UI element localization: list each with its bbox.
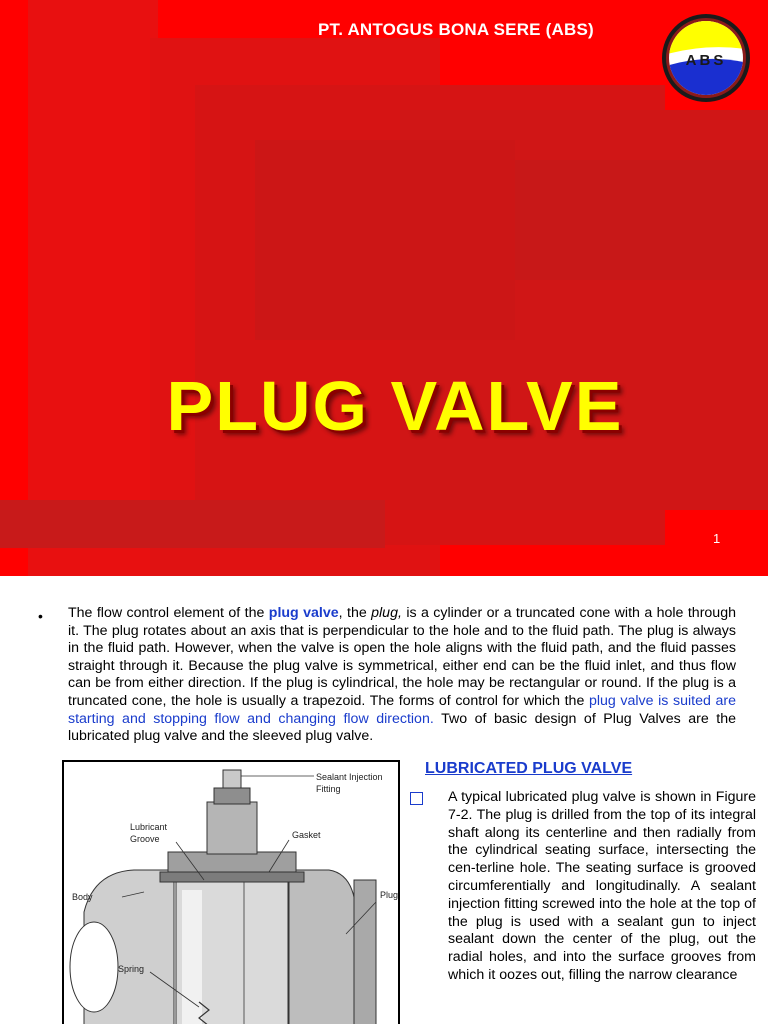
gasket	[160, 872, 304, 882]
flange	[354, 880, 376, 1024]
bg-block	[500, 160, 768, 280]
label-spring: Spring	[118, 964, 145, 974]
stem	[207, 802, 257, 854]
company-name: PT. ANTOGUS BONA SERE (ABS)	[318, 20, 594, 39]
para-text: is a cylinder or a truncated cone with a hole through it. The plug rotates about an axis that is perpendicular to the hole and to the fluid path. The plug is always in the fluid path. However, when the valve is open the hole aligns with the fluid path, and the fluid passes straight through it. Because the plug valve is symmetrical, either end can be the fluid inlet, and thus flow can be from either direction. If the plug is cylindrical, the hole may be rectangular or round. If the plug is a truncated cone, the hole is usually a trapezoid. The forms of control for which the	[68, 605, 736, 709]
bg-block	[0, 500, 385, 548]
slide-title: PLUG VALVE	[166, 367, 624, 445]
label-body: Body	[72, 892, 93, 902]
bg-block	[255, 140, 515, 340]
company-logo	[660, 12, 752, 104]
label-plug: Plug	[380, 890, 398, 900]
label-groove: Groove	[130, 834, 160, 844]
highlight-text: plug valve is suited are starting and stopping flow and changing flow direction.	[68, 692, 736, 727]
page-number: 1	[713, 531, 721, 546]
label-fitting: Fitting	[316, 784, 341, 794]
para-text: , the	[338, 605, 372, 621]
logo-text: ABS	[685, 52, 727, 69]
sealant-fitting	[223, 770, 241, 788]
bullet-marker: •	[38, 608, 43, 624]
content-slide	[0, 576, 768, 1024]
highlight-term: plug valve	[268, 605, 339, 621]
para-text: The flow control element of the	[68, 605, 269, 621]
port-opening	[70, 922, 118, 1012]
valve-diagram	[64, 762, 398, 1024]
section-heading: LUBRICATED PLUG VALVE	[425, 760, 633, 777]
checkbox-bullet-icon	[410, 792, 423, 805]
valve-figure	[62, 760, 400, 1024]
label-lubricant: Lubricant	[130, 822, 168, 832]
cover	[168, 852, 296, 874]
para-text: Two of basic design of Plug Valves are the lubricated plug valve and the sleeved plug valve.	[68, 710, 737, 745]
body-paragraph: A typical lubricated plug valve is shown in Figure 7-2. The plug is drilled from the top of its integral shaft along its centerline and then radially from the cylindrical seating surface, intersecting the cen-terline hole. The seating surface is grooved circumferentially and longitudinally. A sealant injection fitting screwed into the hole at the top of the plug is used with a sealant gun to inject sealant down the center of the plug, out the radial holes, and into the surface grooves from which it oozes out, filling the narrow clearance	[448, 789, 756, 983]
intro-paragraph	[68, 605, 736, 746]
label-sealant: Sealant Injection	[316, 772, 383, 782]
label-gasket: Gasket	[292, 830, 321, 840]
italic-term: plug,	[371, 605, 402, 621]
bg-block	[28, 0, 158, 576]
